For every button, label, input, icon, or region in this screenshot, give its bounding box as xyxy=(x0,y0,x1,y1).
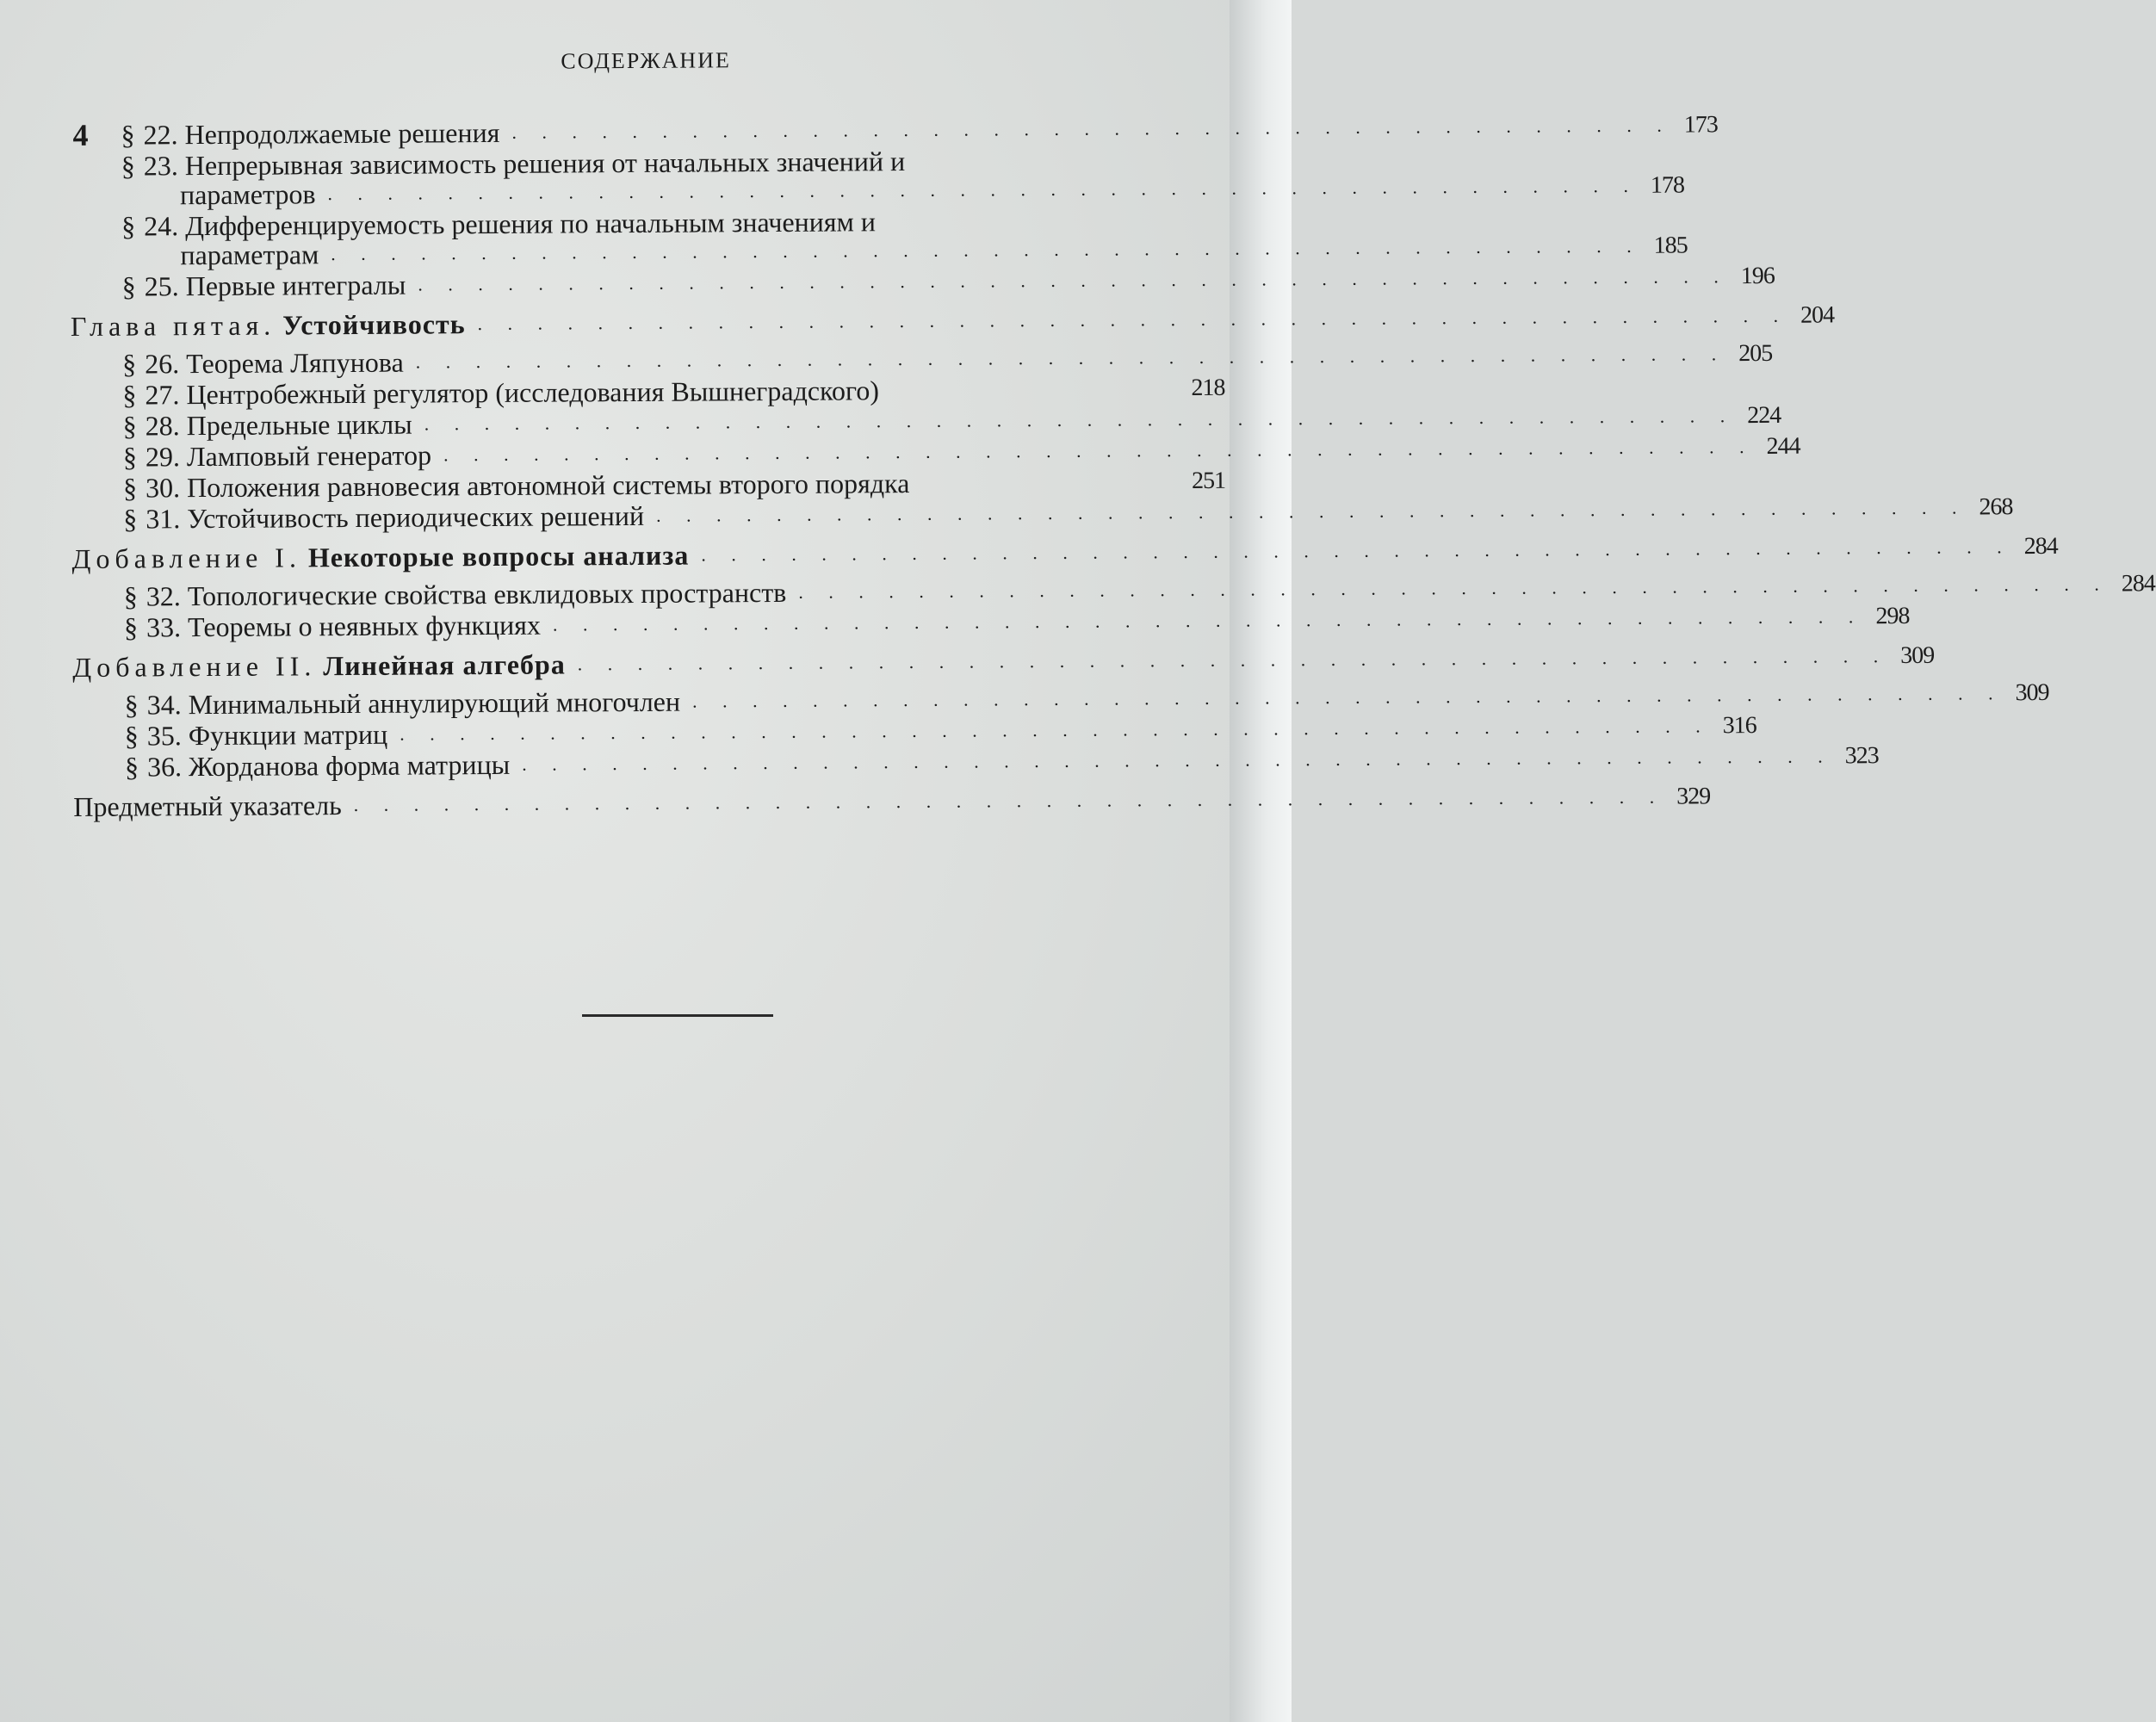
toc-entry-22 xyxy=(69,111,1718,151)
section-sign: § xyxy=(123,580,138,612)
entry-page: 204 xyxy=(1800,301,1835,329)
section-sign: § xyxy=(123,611,139,643)
entry-number: 30. xyxy=(145,472,181,504)
toc-entry-24-line2 xyxy=(70,232,1688,271)
toc-entry-28 xyxy=(71,401,1781,442)
entry-title: Устойчивость периодических решений xyxy=(187,499,645,535)
leader-dots: . . . . . . . . . . . . . . . . . . . . . . . . . . . . . . . . . . . . . . . . . . . . xyxy=(577,645,1889,675)
entry-title: Минимальный аннулирующий многочлен xyxy=(188,685,681,721)
entry-number: 35. xyxy=(146,720,182,752)
toc-entry-29 xyxy=(71,432,1800,473)
leader-dots: . . . . . . . . . . . . . . . . . . . . . . . . . . . . . . . . . . . . . . . . . . . . xyxy=(701,536,2012,566)
leader-dots: . . . . . . . . . . . . . . . . . . . . . . . . . . . . . . . . . . . . . . . . . . . . xyxy=(798,573,2110,603)
entry-page: 185 xyxy=(1653,232,1688,259)
leader-dots: . . . . . . . . . . . . . . . . . . . . . . . . . . . . . . . . . . . . . . . . . . . . xyxy=(331,234,1642,265)
toc-entry-34 xyxy=(73,678,2049,721)
entry-number: 23. xyxy=(143,150,178,182)
section-sign: § xyxy=(124,689,139,721)
appendix-prefix: Добавление II. xyxy=(72,650,317,683)
entry-number: 36. xyxy=(146,751,183,783)
entry-number: 25. xyxy=(144,270,179,302)
entry-title: Дифференцируемость решения по начальным значениям и xyxy=(185,206,877,242)
section-sign: § xyxy=(122,348,137,380)
leader-dots: . . . . . . . . . . . . . . . . . . . . . . . . . . . . . . . . . . . . . . . . . . . . xyxy=(400,715,1711,745)
entry-number: 27. xyxy=(145,379,180,411)
entry-page: 284 xyxy=(2023,532,2058,561)
toc-entry-32 xyxy=(72,570,2155,612)
entry-number: 24. xyxy=(144,210,179,242)
leader-dots: . . . . . . . . . . . . . . . . . . . . . . . . . . . . . . . . . . . . . . . . . . . . xyxy=(353,785,1665,815)
entry-page: 196 xyxy=(1740,262,1775,290)
entry-page: 244 xyxy=(1766,432,1800,460)
entry-page: 251 xyxy=(1191,467,1226,495)
section-sign: § xyxy=(121,270,136,302)
entry-title: Теоремы о неявных функциях xyxy=(187,609,542,643)
section-sign: § xyxy=(121,150,135,182)
entry-number: 31. xyxy=(146,503,181,535)
toc-entries xyxy=(69,111,2155,822)
appendix-prefix: Добавление I. xyxy=(71,542,301,574)
toc-entry-25 xyxy=(71,262,1775,302)
toc-entry-35 xyxy=(73,712,1756,752)
section-sign: § xyxy=(122,472,138,504)
leader-dots: . . . . . . . . . . . . . . . . . . . . . . . . . . . . . . . . . . . . . . . . . . . . xyxy=(327,174,1639,205)
entry-title: Положения равновесия автономной системы второго порядка xyxy=(186,468,910,504)
page-number: 4 xyxy=(72,117,89,152)
leader-dots: . . . . . . . . . . . . . . . . . . . . . . . . . . . . . . . . . . . . . . . . . . . . xyxy=(691,682,2004,712)
toc-entry-30 xyxy=(71,467,1225,503)
entry-title: Предельные циклы xyxy=(186,408,412,442)
entry-title: Теорема Ляпунова xyxy=(186,346,404,380)
entry-page: 329 xyxy=(1676,783,1711,810)
leader-dots: . . . . . . . . . . . . . . . . . . . . . . . . . . . . . . . . . . . . . . . . . . . . xyxy=(443,436,1755,466)
leader-dots: . . . . . . . . . . . . . . . . . . . . . . . . . . . . . . . . . . . . . . . . . . . . xyxy=(522,745,1833,775)
leader-dots: . . . . . . . . . . . . . . . . . . . . . . . . . . . . . . . . . . . . . . . . . . . . xyxy=(552,605,1864,635)
entry-page: 284 xyxy=(2121,570,2155,598)
entry-page: 323 xyxy=(1844,742,1879,770)
section-sign: § xyxy=(123,503,138,535)
entry-page: 309 xyxy=(1900,641,1935,670)
toc-subject-index xyxy=(73,783,1711,822)
entry-title-continued: параметрам xyxy=(180,238,319,271)
page-header: СОДЕРЖАНИЕ xyxy=(561,47,731,74)
section-sign: § xyxy=(122,410,137,442)
entry-number: 29. xyxy=(145,441,180,473)
section-sign: § xyxy=(124,720,139,752)
toc-entry-23-line2 xyxy=(70,171,1685,211)
toc-appendix-2 xyxy=(72,641,1935,683)
toc-entry-31 xyxy=(71,493,2013,535)
entry-title-continued: параметров xyxy=(179,178,316,211)
toc-entry-36 xyxy=(73,742,1879,783)
end-rule xyxy=(582,1014,773,1017)
entry-page: 178 xyxy=(1650,171,1685,199)
chapter-title: Устойчивость xyxy=(282,308,466,341)
toc-entry-26 xyxy=(71,339,1773,380)
chapter-prefix: Глава пятая. xyxy=(70,309,276,342)
entry-number: 28. xyxy=(145,410,180,442)
entry-page: 173 xyxy=(1683,111,1718,139)
section-sign: § xyxy=(122,441,137,473)
toc-entry-27 xyxy=(71,374,1224,410)
entry-number: 32. xyxy=(146,580,181,612)
entry-page: 224 xyxy=(1747,401,1781,430)
entry-page: 298 xyxy=(1875,602,1910,630)
entry-number: 22. xyxy=(143,119,178,151)
index-title: Предметный указатель xyxy=(73,790,342,822)
leader-dots: . . . . . . . . . . . . . . . . . . . . . . . . . . . . . . . . . . . . . . . . . . . . xyxy=(418,265,1729,295)
entry-title: Непрерывная зависимость решения от начальных значений и xyxy=(184,146,906,182)
appendix-title: Некоторые вопросы анализа xyxy=(307,539,690,573)
section-sign: § xyxy=(121,210,136,242)
entry-page: 268 xyxy=(1979,493,2013,521)
entry-title: Жорданова форма матрицы xyxy=(188,748,511,783)
leader-dots: . . . . . . . . . . . . . . . . . . . . . . . . . . . . . . . . . . . . . . . . . . . . xyxy=(415,343,1727,373)
toc-chapter-5 xyxy=(70,301,1835,342)
entry-title: Ламповый генератор xyxy=(186,439,432,473)
entry-page: 205 xyxy=(1738,339,1773,368)
entry-page: 316 xyxy=(1722,712,1756,740)
appendix-title: Линейная алгебра xyxy=(323,648,566,682)
leader-dots: . . . . . . . . . . . . . . . . . . . . . . . . . . . . . . . . . . . . . . . . . . . . xyxy=(424,405,1736,435)
entry-title: Топологические свойства евклидовых пространств xyxy=(187,576,787,612)
entry-title: Функции матриц xyxy=(188,718,388,752)
entry-page: 218 xyxy=(1191,374,1225,402)
section-sign: § xyxy=(122,379,137,411)
entry-page: 309 xyxy=(2015,678,2049,707)
table-of-contents xyxy=(69,45,2155,830)
section-sign: § xyxy=(124,751,139,783)
leader-dots: . . . . . . . . . . . . . . . . . . . . . . . . . . . . . . . . . . . . . . . xyxy=(511,114,1672,143)
leader-dots: . . . . . . . . . . . . . . . . . . . . . . . . . . . . . . . . . . . . . . . . . . . . xyxy=(477,304,1789,335)
entry-title: Центробежный регулятор (исследования Вышнеградского) xyxy=(186,375,880,411)
entry-number: 34. xyxy=(146,689,182,721)
entry-title: Непродолжаемые решения xyxy=(184,116,500,151)
leader-dots: . . . . . . . . . . . . . . . . . . . . . . . . . . . . . . . . . . . . . . . . . . . . xyxy=(655,496,1967,526)
toc-appendix-1 xyxy=(71,532,2058,574)
toc-entry-33 xyxy=(72,602,1910,643)
entry-title: Первые интегралы xyxy=(185,269,406,302)
entry-number: 26. xyxy=(145,348,180,380)
section-sign: § xyxy=(121,119,135,151)
entry-number: 33. xyxy=(146,611,182,643)
